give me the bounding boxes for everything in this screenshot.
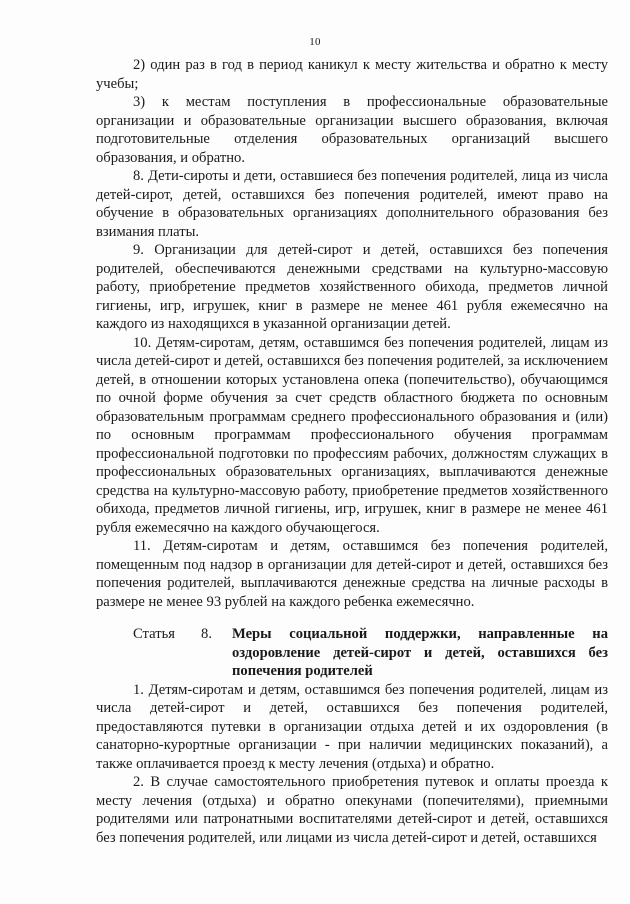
paragraph-item-2: 2) один раз в год в период каникул к месту жительства и обратно к месту учебы; <box>96 57 608 92</box>
article-paragraph-2: 2. В случае самостоятельного приобретения путевок и оплаты проезда к месту лечения (отдыха) и обратно опекунами (попечителями), приемными родителями или патронатными воспитателями детей-сирот и детей, оставшихся без попечения родителей, или лицами из числа детей-сирот и детей, оставшихся <box>96 774 608 846</box>
paragraph-clause-8: 8. Дети-сироты и дети, оставшиеся без попечения родителей, лица из числа детей-сирот, детей, оставшихся без попечения родителей, имеют право на обучение в образовательных организациях дополнительного образования без взимания платы. <box>96 168 608 240</box>
article-title: Меры социальной поддержки, направленные на оздоровление детей-сирот и детей, оставшихся без попечения родителей <box>232 626 608 679</box>
article-paragraph-1: 1. Детям-сиротам и детям, оставшимся без попечения родителей, лицам из числа детей-сирот и детей, оставшихся без попечения родителей, предоставляются путевки в организации отдыха детей и их оздоровления (в санаторно-курортные организации - при наличии медицинских показаний), а также оплачивается проезд к месту лечения (отдыха) и обратно. <box>96 681 608 772</box>
paragraph-item-3: 3) к местам поступления в профессиональные образовательные организации и образовательные организации высшего образования, включая подготовительные отделения образовательных организаций высшего образования, и обратно. <box>96 94 608 166</box>
paragraph-clause-10: 10. Детям-сиротам, детям, оставшимся без попечения родителей, лицам из числа детей-сирот и детей, оставшихся без попечения родителей, за исключением детей, в отношении которых установлена опека (попечительство), обучающимся по очной форме обучения за счет средств областного бюджета по основным образовательным программам среднего профессионального образования и (или) по основным программам профессионального обучения программам профессиональной подготовки по профессиям рабочих, должностям служащих в профессиональных образовательных организациях, выплачиваются денежные средства на культурно-массовую работу, приобретение предметов хозяйственного обихода, предметов личной гигиены, игр, игрушек, книг в размере не менее 461 рубля ежемесячно на каждого обучающегося. <box>96 334 608 536</box>
article-heading <box>96 625 608 681</box>
article-number: 8. <box>201 626 212 642</box>
paragraph-clause-9: 9. Организации для детей-сирот и детей, оставшихся без попечения родителей, обеспечиваются денежными средствами на культурно-массовую работу, приобретение предметов хозяйственного обихода, предметов личной гигиены, игр, игрушек, книг в размере не менее 461 рубля ежемесячно на каждого из находящихся в указанной организации детей. <box>96 242 608 332</box>
document-body <box>96 56 608 847</box>
paragraph-clause-11: 11. Детям-сиротам и детям, оставшимся без попечения родителей, помещенным под надзор в организации для детей-сирот и детей, оставшихся без попечения родителей, выплачиваются денежные средства на личные расходы в размере не менее 93 рублей на каждого ребенка ежемесячно. <box>96 538 608 610</box>
article-label-group <box>96 625 232 644</box>
article-label: Статья <box>133 626 175 642</box>
page-number: 10 <box>309 36 321 48</box>
